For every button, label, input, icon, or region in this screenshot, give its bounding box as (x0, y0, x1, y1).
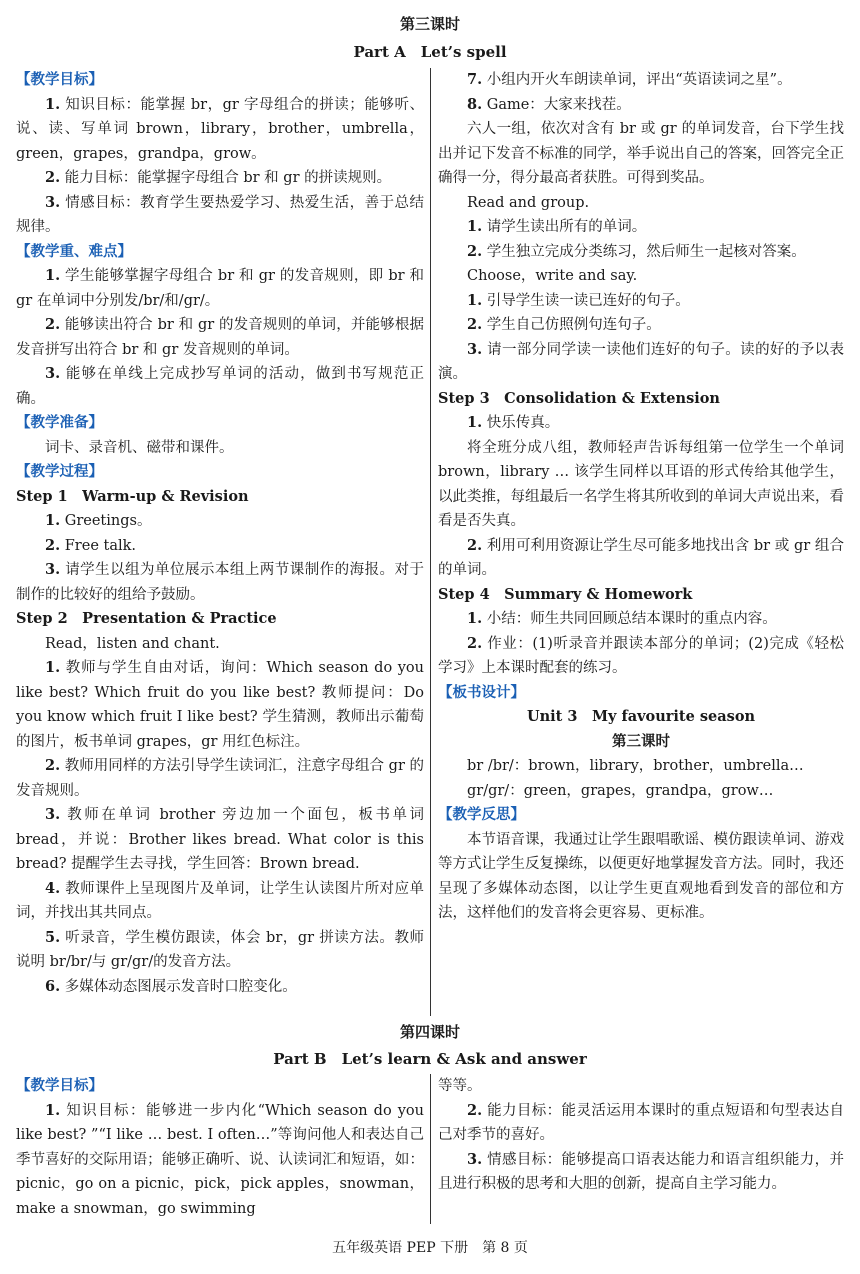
goal-1: 1. 知识目标：能掌握 br，gr 字母组合的拼读；能够听、说、读、写单词 brown，library，brother，umbrella，green，grapes，grandpa，grow。 (16, 95, 424, 162)
section-heading-reflection: 【教学反思】 (438, 806, 525, 823)
key-point-3: 3. 能够在单线上完成抄写单词的活动，做到书写规范正确。 (16, 365, 424, 407)
column-divider (430, 68, 431, 1016)
lesson3-left-column (16, 68, 424, 999)
step-2-heading: Step 2 Presentation & Practice (16, 610, 277, 627)
step-2-item-3: 3. 教师在单词 brother 旁边加一个面包，板书单词 bread，并说：Brother likes bread. What color is this bread? 提醒学生去寻找，学生回答：Brown bread. (16, 806, 424, 872)
section-heading-preparation: 【教学准备】 (16, 414, 103, 431)
step-1-item-3: 3. 请学生以组为单位展示本组上两节课制作的海报。对于制作的比较好的组给予鼓励。 (16, 561, 424, 603)
step-3-heading: Step 3 Consolidation & Extension (438, 389, 720, 407)
step-4-item-1: 1. 小结：师生共同回顾总结本课时的重点内容。 (467, 610, 777, 627)
step-1-item-1: 1. Greetings。 (45, 512, 152, 529)
lesson4-right-column (438, 1074, 844, 1197)
step-2-item-6: 6. 多媒体动态图展示发音时口腔变化。 (45, 977, 297, 995)
lesson3-right-column (438, 68, 844, 926)
lesson4-left-column (16, 1074, 424, 1221)
read-group-title: Read and group. (467, 194, 590, 211)
lesson4-title: 第四课时 (399, 1023, 460, 1041)
key-point-2: 2. 能够读出符合 br 和 gr 的发音规则的单词，并能够根据发音拼写出符合 br 和 gr 发音规则的单词。 (16, 316, 424, 358)
step-4-heading: Step 4 Summary & Homework (438, 585, 693, 603)
step-2-item-5: 5. 听录音，学生模仿跟读，体会 br，gr 拼读方法。教师说明 br/br/与 gr/gr/的发音方法。 (16, 928, 424, 970)
step-2-intro: Read，listen and chant. (45, 635, 220, 652)
lesson4-goal-3: 3. 情感目标：能够提高口语表达能力和语言组织能力，并且进行积极的思考和大胆的创新，提高自主学习能力。 (438, 1150, 844, 1192)
lesson4-column-divider (430, 1074, 431, 1224)
read-group-item-1: 1. 请学生读出所有的单词。 (467, 218, 647, 235)
step-2-item-4: 4. 教师课件上呈现图片及单词，让学生认读图片所对应单词，并找出其共同点。 (16, 879, 424, 921)
key-point-1: 1. 学生能够掌握字母组合 br 和 gr 的发音规则，即 br 和 gr 在单词中分别发/br/和/gr/。 (16, 267, 424, 309)
game-description: 六人一组，依次对含有 br 或 gr 的单词发音，台下学生找出并记下发音不标准的同学，举手说出自己的答案，回答完全正确得一分，得分最高者获胜。可得到奖品。 (438, 121, 844, 186)
goal-3: 3. 情感目标：教育学生要热爱学习、热爱生活，善于总结规律。 (16, 193, 424, 235)
board-unit-title: Unit 3 My favourite season (526, 708, 756, 725)
board-line-br: br /br/：brown，library，brother，umbrella… (467, 758, 804, 774)
section-heading-goals: 【教学目标】 (16, 71, 103, 88)
board-line-gr: gr/gr/：green，grapes，grandpa，grow… (467, 782, 774, 799)
section-heading-board: 【板书设计】 (438, 683, 525, 701)
section-heading-key-points: 【教学重、难点】 (16, 242, 132, 260)
lesson4-goal-2: 2. 能力目标：能灵活运用本课时的重点短语和句型表达自己对季节的喜好。 (438, 1101, 844, 1143)
choose-write-item-1: 1. 引导学生读一读已连好的句子。 (467, 291, 690, 309)
step-2-item-8: 8. Game：大家来找茬。 (467, 95, 631, 113)
step-3-item-1: 1. 快乐传真。 (467, 414, 560, 431)
step-3-item-2: 2. 利用可利用资源让学生尽可能多地找出含 br 或 gr 组合的单词。 (438, 536, 844, 578)
step-4-item-2: 2. 作业：(1)听录音并跟读本部分的单词；(2)完成《轻松学习》上本课时配套的练习。 (438, 634, 844, 676)
lesson4-goal-1-continued: 等等。 (438, 1078, 482, 1094)
page-footer: 五年级英语 PEP 下册 第 8 页 (332, 1240, 528, 1256)
section-heading-process: 【教学过程】 (16, 463, 103, 480)
read-group-item-2: 2. 学生独立完成分类练习，然后师生一起核对答案。 (467, 242, 806, 260)
lesson4-goal-1: 1. 知识目标：能够进一步内化“Which season do you like best? ”“I like … best. I often…”等询问他人和表达自己季节喜好的交际用语；能够正确听、说、认读词汇和短语，如：picnic，go on a picnic，pick，pick apples，snowman，make a snowman，go swimming (16, 1101, 424, 1217)
step-1-item-2: 2. Free talk. (45, 536, 137, 554)
lesson3-part-title: Part A Let’s spell (353, 43, 507, 61)
step-1-heading: Step 1 Warm-up & Revision (16, 487, 249, 505)
choose-write-title: Choose，write and say. (467, 268, 638, 284)
lesson4-part-title: Part B Let’s learn & Ask and answer (273, 1050, 587, 1068)
step-2-item-2: 2. 教师用同样的方法引导学生读词汇，注意字母组合 gr 的发音规则。 (16, 757, 424, 799)
board-lesson-title: 第三课时 (612, 732, 670, 750)
lesson4-section-heading-goals: 【教学目标】 (16, 1077, 103, 1094)
preparation-text: 词卡、录音机、磁带和课件。 (45, 439, 234, 456)
step-2-item-7: 7. 小组内开火车朗读单词，评出“英语读词之星”。 (467, 71, 792, 88)
step-3-item-1-detail: 将全班分成八组，教师轻声告诉每组第一位学生一个单词 brown，library … 该学生同样以耳语的形式传给其他学生，以此类推，每组最后一名学生将其所收到的单词大声说出来，看看是否失真。 (438, 439, 844, 529)
goal-2: 2. 能力目标：能掌握字母组合 br 和 gr 的拼读规则。 (45, 169, 392, 186)
step-2-item-1: 1. 教师与学生自由对话，询问：Which season do you like best? Which fruit do you like best? 教师提问：Do you know which fruit I like best? 学生猜测，教师出示葡萄的图片，板书单词 grapes，gr 用红色标注。 (16, 659, 424, 750)
lesson3-title: 第三课时 (399, 15, 460, 33)
choose-write-item-2: 2. 学生自己仿照例句连句子。 (467, 316, 661, 333)
choose-write-item-3: 3. 请一部分同学读一读他们连好的句子。读的好的予以表演。 (438, 340, 844, 382)
reflection-text: 本节语音课，我通过让学生跟唱歌谣、模仿跟读单词、游戏等方式让学生反复操练，以便更好地掌握发音方法。同时，我还呈现了多媒体动态图，以让学生更直观地看到发音的部位和方法，这样他们的发音将会更容易、更标准。 (438, 831, 844, 921)
